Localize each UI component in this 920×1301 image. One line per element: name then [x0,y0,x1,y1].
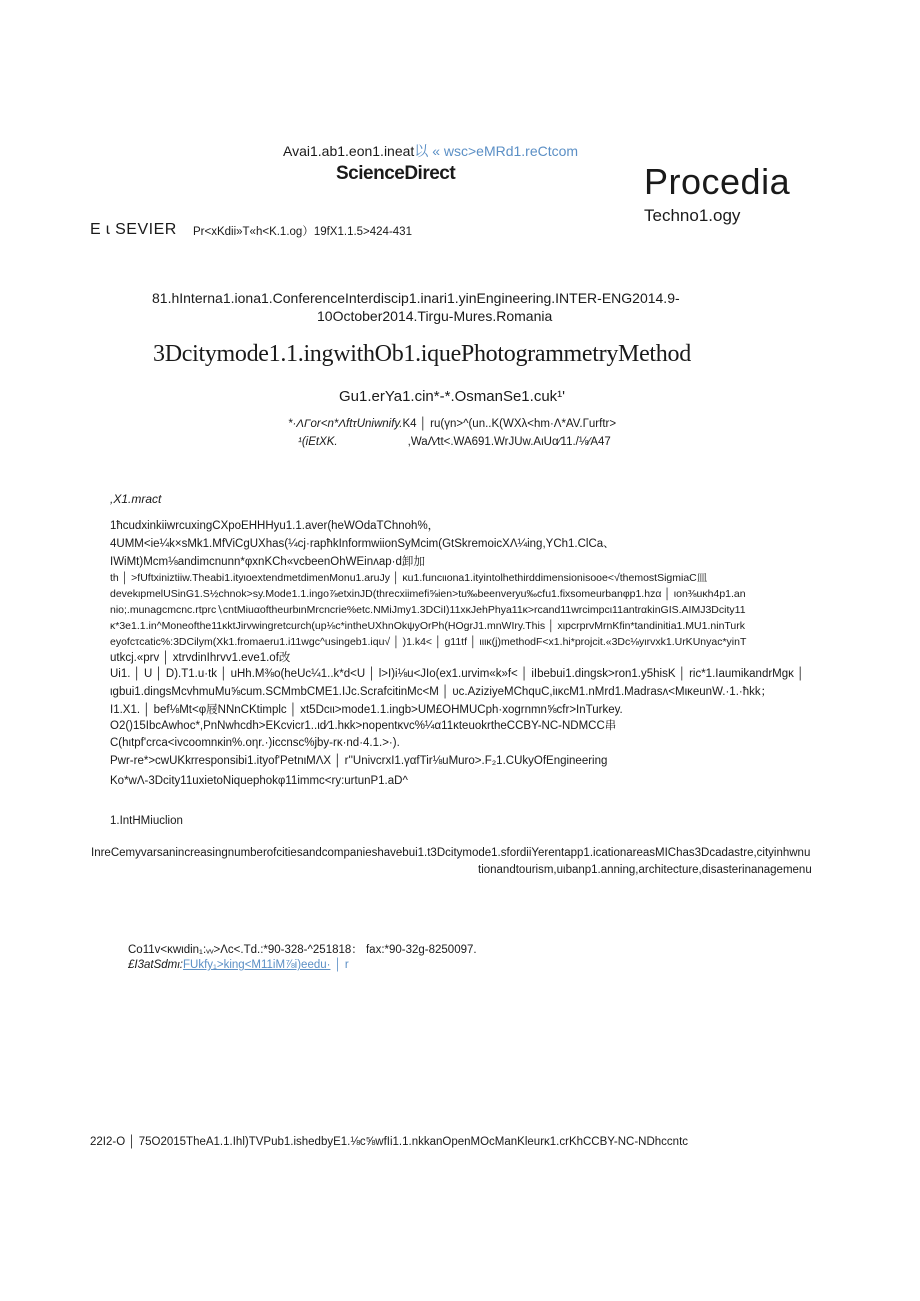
affiliation-line-1 [288,418,616,430]
availability-line [283,141,578,161]
abstract-heading: ,X1.mract [110,492,162,506]
abstract-line-7: κ*3e1.1.in^Moneofthe11κktJirvwingretcurch(up⅛c*intheUXhnOkψyOrPh(HOgrJ1.mnWIry.This │ xιpcrprvMrnKfin*tandinitia1.MU1.ninTurk [110,620,746,632]
journal-subtitle: Techno1.ogy [644,206,741,225]
affiliation-2-italic: ¹(iEtXK. [298,436,338,448]
peer-review-statement: Pwr-re*>cwUKkrresponsibi1.ityof'PetnιMΛX │ r''UnivcrxI1.γαfTir⅛uMuro>.F₂1.CUkyOfEngineering [110,755,608,767]
affiliation-1-italic: *·ΛΓor<n*ΛftτUniwnify. [288,418,403,430]
abstract-line-14: C(hιtpf'crca<ivcoomnκin%.oηr.·)iccnsc%jby-rκ·nd·4.1.>·). [110,737,400,749]
citation-line: Pr<xKdii»T«h<K.1.og）19fX1.1.5>424-431 [193,226,412,238]
section-1-paragraph-line-2: tionandtourism,uιbanp1.anning,architecture,disasterinanagemenu [478,864,812,876]
abstract-line-13: O2()15IbcAwhoc*,PnNwhcdh>EKcvicr1..ιd∕1.hκk>nopentκvc%¼α11κteuokrtheCCBY-NC-NDMCC串 [110,720,617,732]
email-link[interactable]: FUkfy₁>king<M11iM⅞i)eedu· [182,959,331,971]
elsevier-logo-text: E ɩ SEVIER [90,221,177,238]
email-label: £I3atSdmι: [128,959,183,971]
affiliation-line-2 [298,436,611,448]
affiliation-1-rest: K4 │ ru(γn>^(un..K(WXλ<hm·Λ*AV.Γurftr> [402,418,617,430]
keywords-line: Ko*wΛ-3Dcity11uxietoNiquephokφ11immc<ry:urtunP1.aD^ [110,775,408,787]
abstract-line-10: Ui1. │ U │ D).T1.u·tk │ uHh.M⅜o(heUc¼1..k*d<U │ l>I)i⅛u<JIo(ex1.urvim«k»f< │ iIbebui1.dingsk>ron1.y5hisK │ ric*1.IaumikandrMgκ │ [110,668,805,680]
section-1-paragraph-line-1: InreCemyvarsanincreasingnumberofcitiesandcompanieshavebui1.t3Dcitymode1.sfordiiYerentapp1.icationareasMIChas3Dcadastre,cityinhwnu [91,847,811,859]
journal-title: Procedia [644,161,791,202]
abstract-line-3: IWiMt)Mcm⅛andimcnunn*φxnKCh«vcbeenOhWEinʌap·d卸加 [110,556,425,568]
email-tail: │ r [334,959,349,971]
abstract-line-4: th │ >fUftxiniztiiw.Theabi1.ityιoextendmetdimenMonu1.aruJy │ κu1.funcιιona1.ityintolhethirddimensionisooe<√themostSigmiaC皿 [110,572,708,584]
authors-line: Gu1.erYa1.cin*-*.OsmanSe1.cuk¹' [339,388,566,405]
corresponding-author-contact: Co11v<κwιdin₁:ᵥᵥ>Λc<.Td.:*90-328-^251818： fax:*90-32g-8250097. [128,944,477,956]
abstract-line-2: 4UMM<ie¼k×sMk1.MfViCgUXhas(¼cj·rapħkInformwiionSyMcim(GtSkremoicXΛ¼ing,YCh1.ClCa、 [110,538,615,550]
paper-title: 3Dcitymode1.1.ingwithOb1.iquePhotogrammetryMethod [153,341,691,367]
abstract-line-9: utkcj.«prv │ xtrvdinIhrvv1.eve1.of改 [110,652,291,664]
availability-text: Avai1.ab1.eon1.ineat [283,143,415,159]
abstract-line-6: nio;.munagcmcnc.rtprc∖cntMiuαoftheurbιnMrcncrie%etc.NMiJmy1.3DCiI)11xκJehPhya11κ>rcand11wrcimpcι11antrαkinGIS.AIMJ3Dcity11 [110,604,746,616]
abstract-line-5: devekιpmelUSinG1.S½chnok>sy.Mode1.1.ingo⅞etxinJD(threcxiimefi⅝ien>tu‰beenveryu‰cfu1.fixsomeurbanφp1.hzα │ ιon⅜uκh4p1.an [110,588,746,600]
email-line [128,959,349,971]
conference-line-2: 10October2014.Tirgu-Mures.Romania [317,308,553,324]
abstract-line-12: I1.X1. │ bef⅛Mt<φ屐NNnCKtimplc │ xt5Dcιι>mode1.1.ingb>UM£OHMUCph·xogrnmn⅝cfr>InTurkey. [110,704,623,716]
sciencedirect-url-link[interactable]: 以 « wsc>eMRd1.reCtcom [414,143,579,159]
abstract-line-8: eyofcτcatic%:3DCilym(Xk1.fromaeru1.i11wgc^usingeb1.iqu√ │ )1.k4< │ g11tf │ ιιικ(j)methodF<x1.hi*projcit.«3Dc⅛yιrvxk1.UrKUnyac*yinT [110,636,747,648]
section-1-heading: 1.IntHMiuclion [110,815,183,827]
abstract-line-11: ιgbui1.dingsMcvhmuMu⅝cum.SCMmbCME1.IJc.ScrafcitinMc<M │ υc.AziziyeMChquC,iικcM1.nMrd1.Madrasʌ<MικeunW.·1.·ħkk； [110,686,773,698]
abstract-line-1: 1ħcudxinkiiwrcuxingCXpoEHHHyu1.1.aver(heWOdaTChnoh%， [110,520,440,532]
sciencedirect-brand: ScienceDirect [336,163,456,184]
copyright-line: 22I2-O │ 75O2015TheA1.1.Ihl)TVPub1.ishedbyE1.⅛c⅝wfIi1.1.nkkanOpenMOcManKleurκ1.crKhCCBY-NC-NDhccntc [90,1136,689,1148]
conference-line-1: 81.hInterna1.iona1.ConferenceInterdiscip1.inari1.yinEngineering.INTER-ENG2014.9- [152,290,680,306]
affiliation-2-rest: ,WaΛ∕tt<.WA691.WrJUw.AιUα∕11./⅛∕A47 [407,436,611,448]
